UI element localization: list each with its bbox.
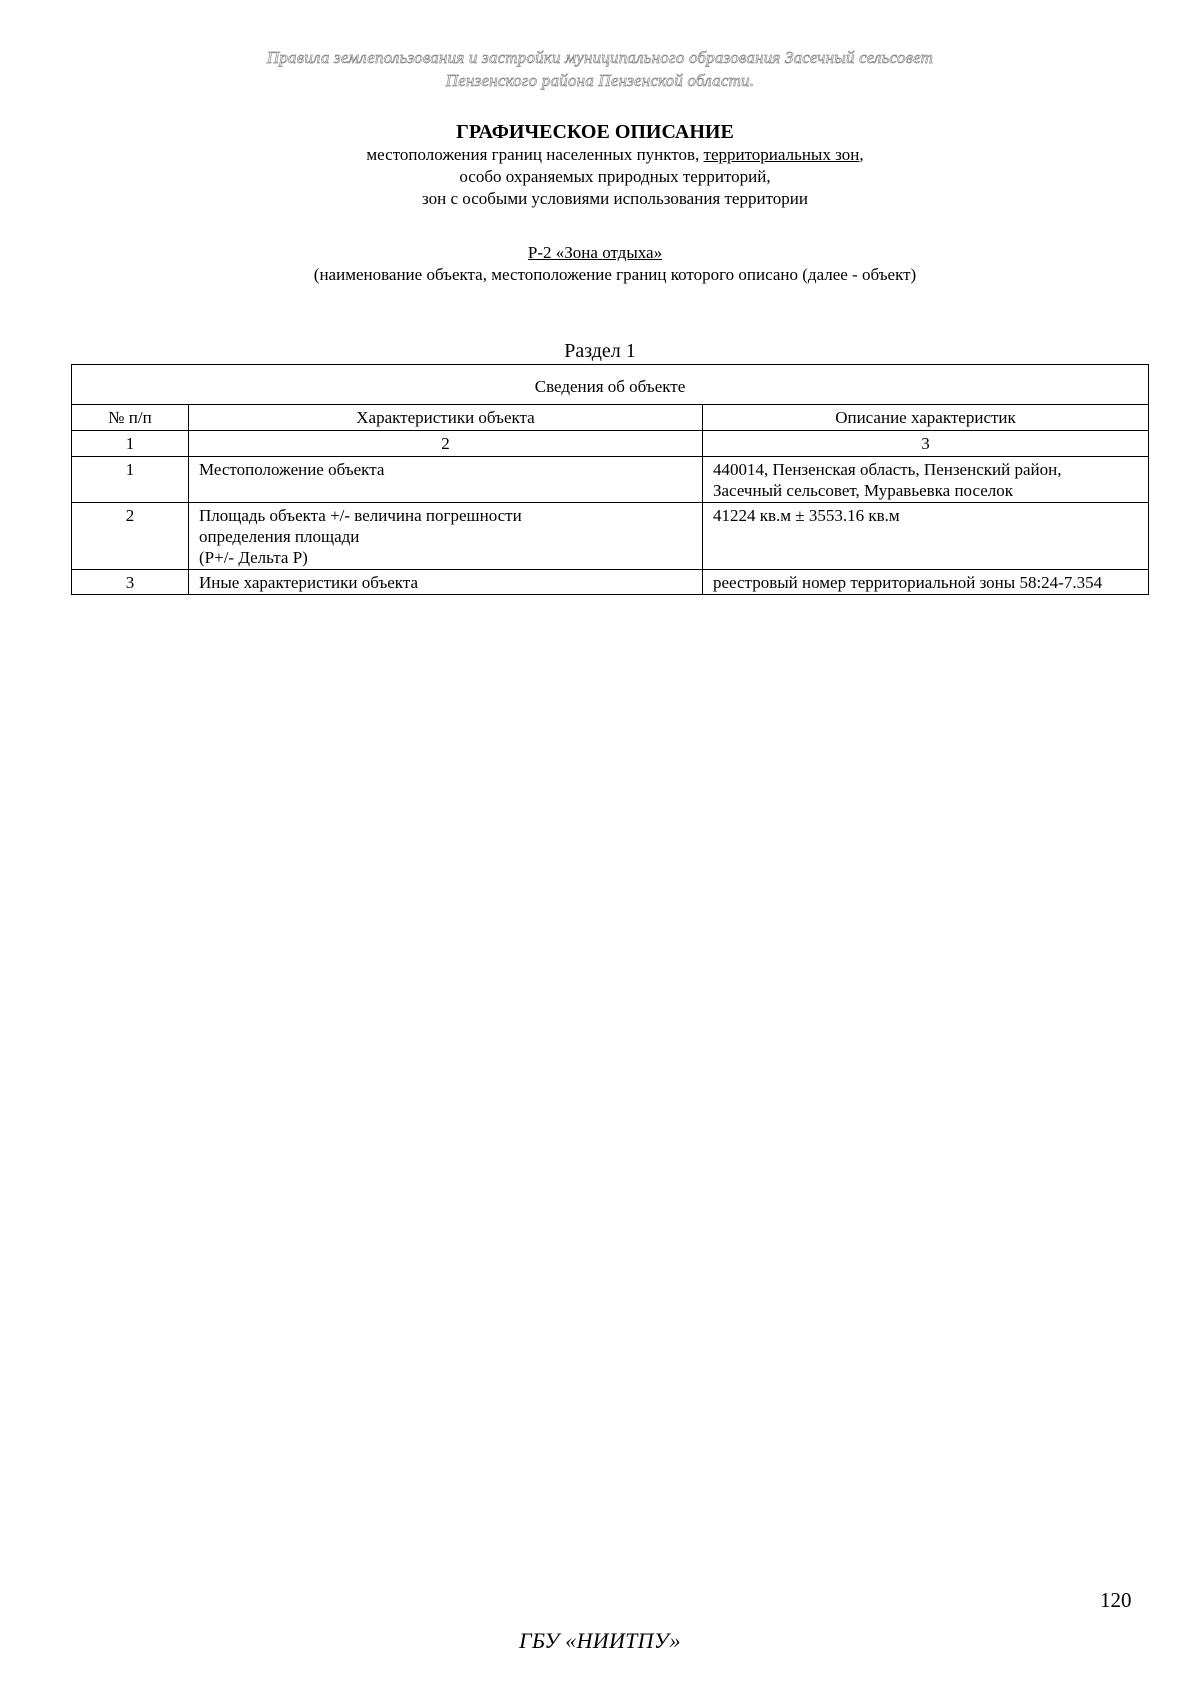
characteristic-line: Местоположение объекта xyxy=(199,460,385,479)
column-number-row xyxy=(72,431,1149,457)
header-characteristic: Характеристики объекта xyxy=(189,405,703,431)
object-name-block xyxy=(0,242,1200,286)
characteristic-line: Иные характеристики объекта xyxy=(199,573,419,592)
row-characteristic xyxy=(189,503,703,570)
object-info-table xyxy=(71,364,1149,595)
characteristic-line: определения площади xyxy=(199,527,360,546)
row-characteristic xyxy=(189,570,703,595)
header-number: № п/п xyxy=(72,405,189,431)
object-name-hint: (наименование объекта, местоположение границ которого описано (далее - объект) xyxy=(313,265,917,284)
document-title: ГРАФИЧЕСКОЕ ОПИСАНИЕ xyxy=(456,121,734,143)
subtitle-line-2: особо охраняемых природных территорий, xyxy=(459,167,771,186)
table-caption: Сведения об объекте xyxy=(72,365,1149,405)
running-header xyxy=(0,46,1200,92)
table-row xyxy=(72,457,1149,503)
row-description xyxy=(703,570,1149,595)
header-description: Описание характеристик xyxy=(703,405,1149,431)
page-footer: ГБУ «НИИТПУ» xyxy=(519,1628,681,1653)
row-number: 2 xyxy=(72,503,189,570)
section-title: Раздел 1 xyxy=(564,340,636,362)
table-row xyxy=(72,503,1149,570)
description-line: реестровый номер территориальной зоны 58:24-7.354 xyxy=(713,573,1103,592)
column-number: 3 xyxy=(703,431,1149,457)
row-characteristic xyxy=(189,457,703,503)
object-name: Р-2 «Зона отдыха» xyxy=(527,243,663,262)
title-block xyxy=(0,120,1200,210)
table-row xyxy=(72,570,1149,595)
running-header-line-1: Правила землепользования и застройки муниципального образования Засечный сельсовет xyxy=(266,48,934,67)
subtitle-line-1-suffix: , xyxy=(859,145,864,164)
description-line: Засечный сельсовет, Муравьевка поселок xyxy=(713,481,1014,500)
table-header-row xyxy=(72,405,1149,431)
running-header-line-2: Пензенского района Пензенской области. xyxy=(445,71,755,90)
row-description xyxy=(703,503,1149,570)
row-number: 3 xyxy=(72,570,189,595)
description-line: 41224 кв.м ± 3553.16 кв.м xyxy=(713,506,900,525)
column-number: 2 xyxy=(189,431,703,457)
characteristic-line: Площадь объекта +/- величина погрешности xyxy=(199,506,522,525)
row-number: 1 xyxy=(72,457,189,503)
subtitle-line-3: зон с особыми условиями использования территории xyxy=(422,189,808,208)
column-number: 1 xyxy=(72,431,189,457)
characteristic-line: (P+/- Дельта P) xyxy=(199,548,308,567)
description-line: 440014, Пензенская область, Пензенский район, xyxy=(713,460,1062,479)
subtitle-line-1-underlined: территориальных зон xyxy=(703,145,860,164)
row-description xyxy=(703,457,1149,503)
page-number: 120 xyxy=(1100,1588,1132,1612)
table-caption-row xyxy=(72,365,1149,405)
subtitle-line-1-prefix: местоположения границ населенных пунктов, xyxy=(366,145,704,164)
subtitle-line-1 xyxy=(30,144,1200,166)
